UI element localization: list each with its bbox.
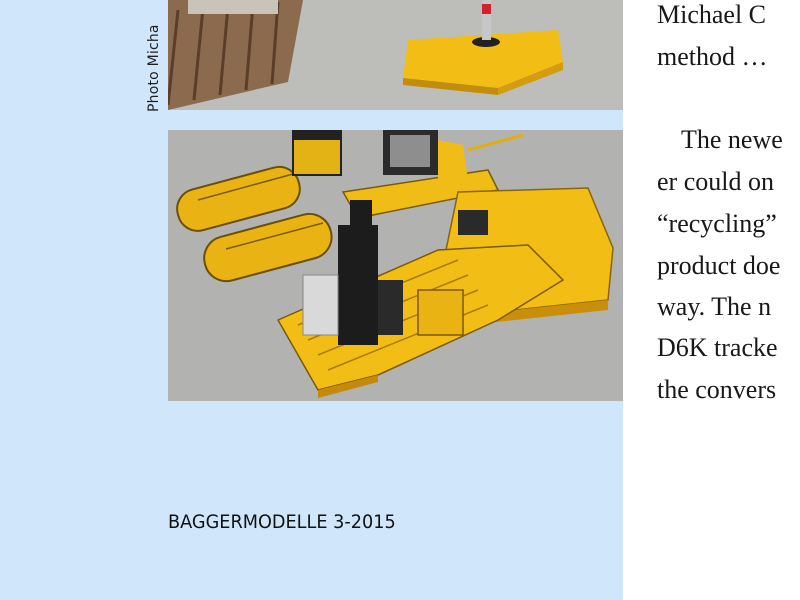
article-line: “recycling” bbox=[657, 209, 777, 238]
article-line: Michael C bbox=[657, 0, 767, 29]
article-line: the convers bbox=[657, 375, 777, 404]
article-line: method … bbox=[657, 42, 768, 71]
article-line: The newe bbox=[681, 125, 783, 154]
article-line: er could on bbox=[657, 167, 774, 196]
article-line: product doe bbox=[657, 251, 781, 280]
photo-model-parts bbox=[168, 130, 623, 401]
article-line: way. The n bbox=[657, 292, 772, 321]
publication-footer: BAGGERMODELLE 3-2015 bbox=[168, 511, 396, 533]
article-column bbox=[623, 0, 800, 600]
photo-credit: Photo Micha bbox=[146, 24, 162, 112]
article-line: D6K tracke bbox=[657, 333, 778, 362]
photo-model-base-plate bbox=[168, 0, 623, 110]
